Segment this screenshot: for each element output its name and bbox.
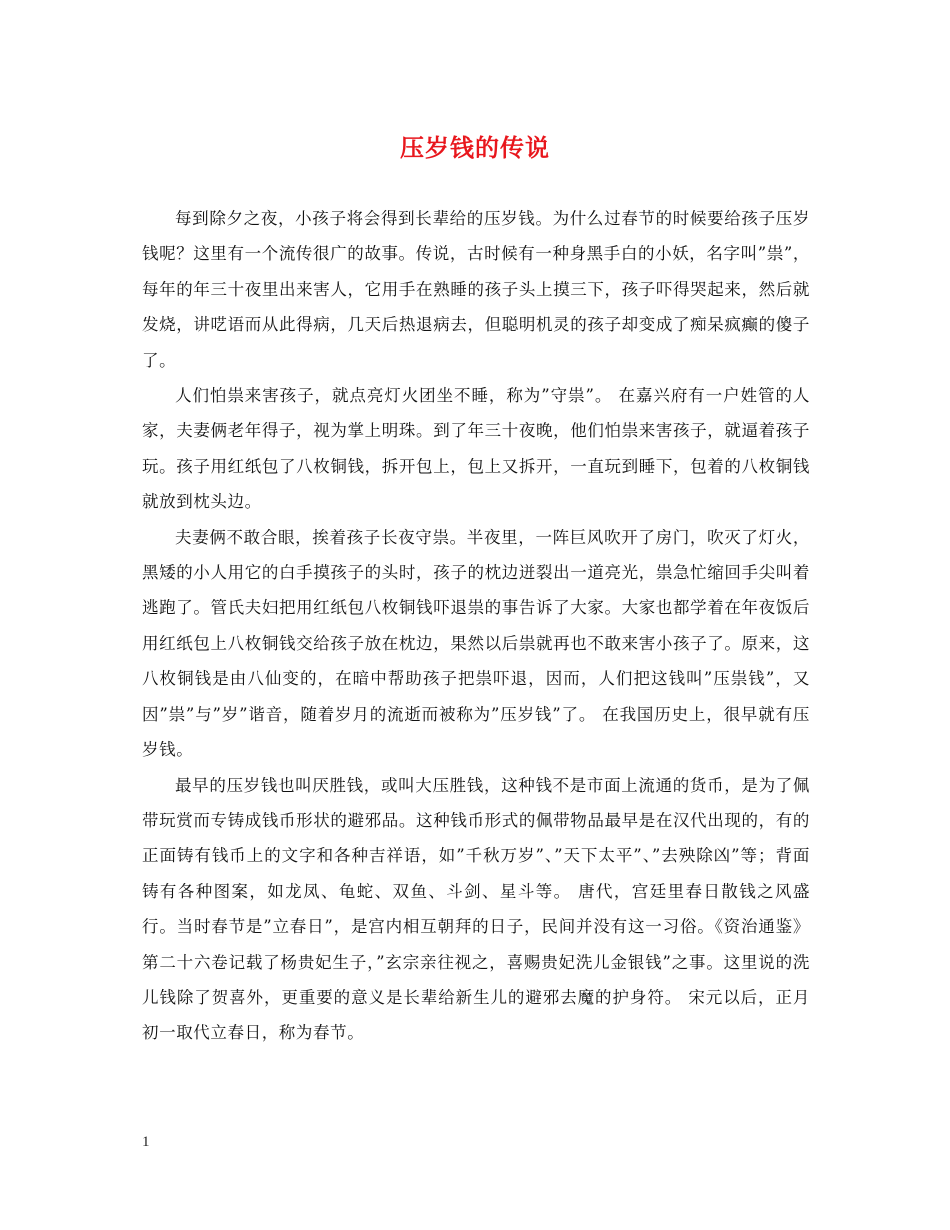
paragraph-3: 夫妻俩不敢合眼，挨着孩子长夜守祟。半夜里，一阵巨风吹开了房门，吹灭了灯火，黑矮的小人用它的白手摸孩子的头时，孩子的枕边迸裂出一道亮光，祟急忙缩回手尖叫着逃跑了。管氏夫妇把用红纸包八枚铜钱吓退祟的事告诉了大家。大家也都学着在年夜饭后用红纸包上八枚铜钱交给孩子放在枕边，果然以后祟就再也不敢来害小孩子了。原来，这八枚铜钱是由八仙变的，在暗中帮助孩子把祟吓退，因而，人们把这钱叫”压祟钱”，又因”祟”与”岁”谐音，随着岁月的流逝而被称为”压岁钱”了。 在我国历史上，很早就有压岁钱。: [142, 527, 810, 760]
page-number: 1: [142, 1134, 150, 1150]
paragraph-1: 每到除夕之夜，小孩子将会得到长辈给的压岁钱。为什么过春节的时候要给孩子压岁钱呢？这里有一个流传很广的故事。传说，古时候有一种身黑手白的小妖，名字叫”祟”，每年的年三十夜里出来害人，它用手在熟睡的孩子头上摸三下，孩子吓得哭起来，然后就发烧，讲呓语而从此得病，几天后热退病去，但聪明机灵的孩子却变成了痴呆疯癫的傻子了。: [142, 209, 810, 370]
document-body: [142, 201, 810, 1051]
paragraph-2: 人们怕祟来害孩子，就点亮灯火团坐不睡，称为”守祟”。 在嘉兴府有一户姓管的人家，夫妻俩老年得子，视为掌上明珠。到了年三十夜晚，他们怕祟来害孩子，就逼着孩子玩。孩子用红纸包了八枚铜钱，拆开包上，包上又拆开，一直玩到睡下，包着的八枚铜钱就放到枕头边。: [142, 386, 810, 512]
paragraph-4: 最早的压岁钱也叫厌胜钱，或叫大压胜钱，这种钱不是市面上流通的货币，是为了佩带玩赏而专铸成钱币形状的避邪品。这种钱币形式的佩带物品最早是在汉代出现的，有的正面铸有钱币上的文字和各种吉祥语，如”千秋万岁”、”天下太平”、”去殃除凶”等；背面铸有各种图案，如龙凤、龟蛇、双鱼、斗剑、星斗等。 唐代，宫廷里春日散钱之风盛行。当时春节是”立春日”，是宫内相互朝拜的日子，民间并没有这一习俗。《资治通鉴》第二十六卷记载了杨贵妃生子，”玄宗亲往视之，喜赐贵妃洗儿金银钱”之事。这里说的洗儿钱除了贺喜外，更重要的意义是长辈给新生儿的避邪去魔的护身符。 宋元以后，正月初一取代立春日，称为春节。: [142, 775, 810, 1043]
document-title: 压岁钱的传说: [400, 133, 550, 162]
